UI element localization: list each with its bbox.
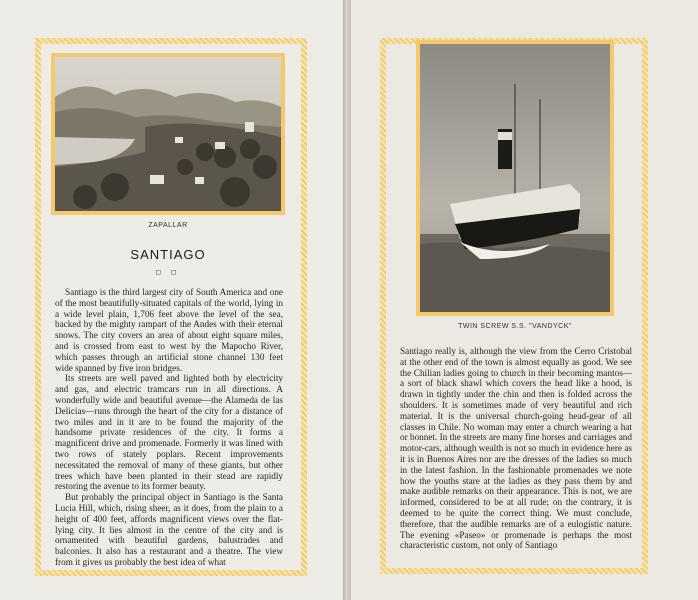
paragraph: Santiago really is, although the view from the Cerro Cristobal at the other end of the town is almost equally as good. We see the Chilian ladies going to church in their becoming mantos—a sort of black shawl which covers the head like a hood, is drawn in tightly under the chin and then is folded across the shoulders. It is sometimes made of very beautiful and rich material. It is the universal church-going head-gear of all classes in Chile. No woman may enter a church wearing a hat or bonnet. In the streets are many fine horses and carriages and motor-cars, although wealth is not so much in evidence here as it is in Buenos Aires nor are the dresses of the ladies so much in the latest fashion. In the fashionable promenades we note how the youths stare at the ladies as they pass them by and make audible remarks on their appearance. This is not, we are informed, considered to be at all rude; on the contrary, it is deemed to be quite the correct thing. We must conclude, therefore, that the audible remarks are of a eulogistic nature. The evening «Paseo» or promenade is perhaps the most characteristic custom, not only of Santiago	[400, 346, 632, 551]
zapallar-photo	[51, 53, 285, 215]
left-page-text	[55, 287, 283, 568]
steamship-image	[420, 44, 610, 312]
ship-caption: TWIN SCREW S.S. "VANDYCK"	[458, 323, 572, 330]
zapallar-caption: ZAPALLAR	[148, 222, 188, 229]
section-title: SANTIAGO	[130, 247, 206, 262]
paragraph: Santiago is the third largest city of South America and one of the most beautifully-situated capitals of the world, lying in a wide level plain, 1,706 feet above the level of the sea, backed by the mighty rampart of the Andes with their eternal snows. The city covers an area of about eight square miles, and is crossed from east to west by the Mapocho River, which passes through an artificial stone channel 130 feet wide spanned by five iron bridges.	[55, 287, 283, 373]
zapallar-landscape-image	[55, 57, 281, 211]
title-ornament: ◻ ◻	[155, 268, 181, 276]
paragraph: Its streets are well paved and lighted both by electricity and gas, and electric tramcars run in all directions. A wonderfully wide and beautiful avenue—the Alameda de las Delicias—runs through the heart of the city for a distance of two miles and in it are to be found the majority of the handsome private residences of the city. It forms a magnificent drive and promenade. Formerly it was lined with two rows of stately poplars. Recent improvements necessitated the removal of many of these giants, but other trees which have been planted in their stead are rapidly restoring the avenue to its former beauty.	[55, 373, 283, 492]
paragraph: But probably the principal object in Santiago is the Santa Lucia Hill, which, rising sheer, as it does, from the plain to a height of 400 feet, affords magnificent views over the flat-lying city. It lies almost in the centre of the city and is ornamented with beautiful gardens, balustrades and balconies. It also has a restaurant and a theatre. The view from it gives us probably the best idea of what	[55, 492, 283, 567]
book-gutter	[343, 0, 351, 600]
right-page-text	[400, 346, 632, 551]
ship-photo	[416, 40, 614, 316]
